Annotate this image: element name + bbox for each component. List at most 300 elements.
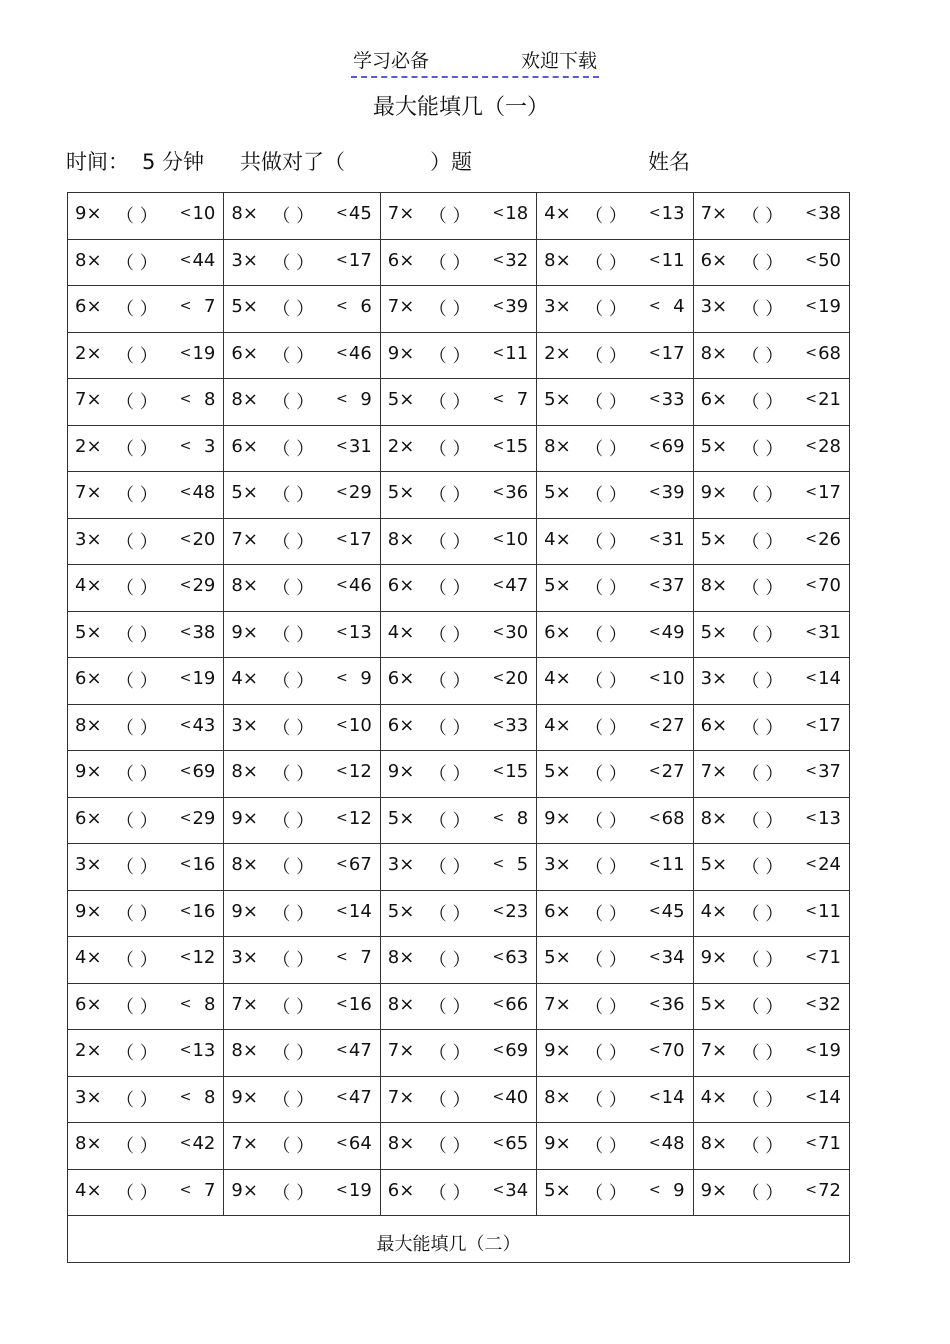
- times-sign: ×: [399, 296, 415, 317]
- times-sign: ×: [86, 1040, 102, 1061]
- upper-bound: 68: [818, 342, 841, 364]
- answer-blank[interactable]: （ ）: [428, 671, 471, 692]
- less-than-sign: <: [492, 205, 505, 221]
- upper-bound: 7: [360, 947, 372, 968]
- multiplicand: 5: [387, 900, 400, 922]
- multiplicand: 7: [700, 203, 713, 224]
- less-than-sign: <: [648, 809, 661, 826]
- factor-group: [544, 715, 571, 736]
- answer-blank[interactable]: （ ）: [741, 996, 784, 1018]
- times-sign: ×: [399, 342, 415, 364]
- upper-bound: 7: [203, 1179, 216, 1201]
- answer-blank[interactable]: （ ）: [428, 531, 471, 553]
- answer-blank[interactable]: （ ）: [428, 624, 471, 646]
- upper-bound: 65: [505, 1133, 529, 1154]
- times-sign: ×: [712, 1086, 728, 1108]
- less-than-sign: <: [336, 298, 348, 314]
- multiplicand: 4: [231, 668, 243, 689]
- factor-group: [231, 436, 258, 457]
- less-than-sign: <: [648, 344, 661, 361]
- factor-group: [231, 715, 258, 736]
- answer-blank[interactable]: （ ）: [585, 531, 627, 553]
- answer-blank[interactable]: （ ）: [585, 903, 627, 925]
- factor-group: [544, 389, 571, 410]
- answer-blank[interactable]: （ ）: [585, 1043, 627, 1064]
- answer-blank[interactable]: （ ）: [585, 345, 627, 367]
- factor-group: [388, 854, 415, 875]
- upper-bound: 17: [348, 528, 372, 550]
- factor-group: [701, 761, 728, 782]
- answer-blank[interactable]: （ ）: [272, 950, 315, 971]
- upper-bound: 47: [348, 1040, 372, 1061]
- times-sign: ×: [399, 1040, 415, 1061]
- answer-blank[interactable]: （ ）: [116, 438, 158, 460]
- answer-blank[interactable]: （ ）: [428, 345, 471, 367]
- answer-blank[interactable]: （ ）: [585, 950, 627, 971]
- upper-bound: 26: [818, 528, 841, 550]
- less-than-sign: <: [492, 1088, 505, 1105]
- problem-cell: [68, 797, 224, 844]
- upper-bound: 19: [192, 342, 216, 364]
- answer-blank[interactable]: （ ）: [741, 345, 784, 367]
- answer-blank[interactable]: （ ）: [116, 1089, 158, 1111]
- times-sign: ×: [712, 389, 728, 410]
- multiplicand: 6: [387, 249, 400, 271]
- times-sign: ×: [712, 482, 728, 503]
- factor-group: [544, 994, 571, 1015]
- multiplicand: 4: [387, 621, 400, 643]
- answer-blank[interactable]: （ ）: [428, 1136, 471, 1157]
- answer-blank[interactable]: （ ）: [272, 438, 315, 460]
- multiplicand: 5: [700, 854, 713, 875]
- name-label: 姓名: [648, 150, 690, 174]
- answer-blank[interactable]: （ ）: [585, 996, 627, 1018]
- answer-blank[interactable]: （ ）: [741, 392, 784, 413]
- answer-blank[interactable]: （ ）: [585, 624, 627, 646]
- factor-group: [544, 1133, 571, 1154]
- problem-cell: [224, 797, 380, 844]
- times-sign: ×: [555, 389, 571, 410]
- problem-cell: [537, 890, 693, 937]
- upper-bound: 30: [505, 621, 529, 643]
- less-than-sign: <: [179, 1181, 192, 1198]
- times-sign: ×: [712, 203, 728, 224]
- problem-cell: [537, 425, 693, 472]
- multiplicand: 7: [700, 761, 713, 782]
- less-than-sign: <: [805, 763, 817, 779]
- factor-group: [701, 575, 728, 596]
- factor-group: [388, 529, 415, 550]
- less-than-sign: <: [179, 902, 192, 919]
- factor-group: [544, 622, 571, 643]
- answer-blank[interactable]: （ ）: [272, 1043, 315, 1064]
- less-than-sign: <: [336, 251, 348, 268]
- multiplicand: 9: [700, 1179, 713, 1201]
- answer-blank[interactable]: （ ）: [741, 206, 784, 227]
- upper-bound: 15: [505, 435, 529, 457]
- answer-blank[interactable]: （ ）: [272, 764, 315, 785]
- multiplicand: 3: [231, 947, 243, 968]
- multiplicand: 8: [544, 249, 556, 271]
- answer-blank[interactable]: （ ）: [272, 299, 315, 320]
- answer-blank[interactable]: （ ）: [428, 903, 471, 925]
- answer-blank[interactable]: （ ）: [116, 1043, 158, 1064]
- answer-blank[interactable]: （ ）: [741, 810, 784, 832]
- upper-bound: 5: [516, 854, 529, 875]
- times-sign: ×: [86, 947, 102, 968]
- times-sign: ×: [242, 435, 258, 457]
- problem-row: [68, 704, 850, 751]
- less-than-sign: <: [805, 1181, 817, 1198]
- less-than-sign: <: [805, 344, 817, 361]
- answer-blank[interactable]: （ ）: [428, 857, 471, 878]
- answer-blank[interactable]: （ ）: [741, 624, 784, 646]
- times-sign: ×: [712, 575, 728, 596]
- upper-bound: 33: [661, 389, 685, 410]
- upper-bound: 33: [505, 714, 529, 736]
- answer-blank[interactable]: （ ）: [585, 717, 627, 739]
- answer-blank[interactable]: （ ）: [741, 578, 784, 599]
- factor-group: [75, 575, 102, 596]
- problem-cell: [693, 239, 849, 286]
- upper-bound: 8: [203, 993, 216, 1015]
- multiplicand: 8: [700, 342, 713, 364]
- times-sign: ×: [399, 482, 415, 503]
- factor-group: [388, 575, 415, 596]
- less-than-sign: <: [336, 763, 348, 779]
- answer-blank[interactable]: （ ）: [741, 1089, 784, 1111]
- factor-group: [231, 1087, 258, 1108]
- answer-blank[interactable]: （ ）: [585, 1136, 627, 1157]
- upper-bound: 47: [505, 575, 529, 596]
- answer-blank[interactable]: （ ）: [741, 1182, 784, 1204]
- answer-blank[interactable]: （ ）: [428, 299, 471, 320]
- problem-cell: [224, 472, 380, 519]
- less-than-sign: <: [179, 670, 192, 686]
- answer-blank[interactable]: （ ）: [272, 578, 315, 599]
- answer-blank[interactable]: （ ）: [116, 857, 158, 878]
- problem-cell: [693, 565, 849, 612]
- answer-blank[interactable]: （ ）: [272, 252, 315, 274]
- less-than-sign: <: [492, 484, 505, 500]
- answer-blank[interactable]: （ ）: [116, 903, 158, 925]
- multiplicand: 8: [544, 435, 556, 457]
- answer-blank[interactable]: （ ）: [585, 206, 627, 227]
- answer-blank[interactable]: （ ）: [428, 578, 471, 599]
- problem-cell: [224, 286, 380, 333]
- answer-blank[interactable]: （ ）: [428, 996, 471, 1018]
- factor-group: [544, 1040, 571, 1061]
- multiplicand: 8: [231, 203, 243, 224]
- problem-cell: [224, 751, 380, 798]
- problem-cell: [380, 751, 536, 798]
- times-sign: ×: [712, 807, 728, 829]
- less-than-sign: <: [648, 623, 661, 640]
- answer-blank[interactable]: （ ）: [272, 671, 315, 692]
- upper-bound: 66: [505, 993, 529, 1015]
- less-than-sign: <: [648, 716, 661, 733]
- answer-blank[interactable]: （ ）: [272, 903, 315, 925]
- answer-blank[interactable]: （ ）: [272, 531, 315, 553]
- factor-group: [231, 761, 258, 782]
- answer-blank[interactable]: （ ）: [116, 299, 158, 320]
- times-sign: ×: [555, 807, 571, 829]
- times-sign: ×: [555, 203, 571, 224]
- factor-group: [544, 482, 571, 503]
- answer-blank[interactable]: （ ）: [741, 764, 784, 785]
- answer-blank[interactable]: （ ）: [116, 764, 158, 785]
- answer-blank[interactable]: （ ）: [272, 857, 315, 878]
- answer-blank[interactable]: （ ）: [272, 624, 315, 646]
- answer-blank[interactable]: （ ）: [585, 1089, 627, 1111]
- answer-blank[interactable]: （ ）: [428, 950, 471, 971]
- upper-bound: 11: [661, 249, 685, 271]
- answer-blank[interactable]: （ ）: [741, 717, 784, 739]
- answer-blank[interactable]: （ ）: [428, 1089, 471, 1111]
- less-than-sign: <: [336, 437, 348, 454]
- answer-blank[interactable]: （ ）: [272, 1136, 315, 1157]
- factor-group: [75, 250, 102, 271]
- upper-bound: 72: [818, 1179, 841, 1201]
- answer-blank[interactable]: （ ）: [428, 252, 471, 274]
- problem-cell: [68, 332, 224, 379]
- problem-cell: [380, 844, 536, 891]
- multiplicand: 7: [700, 1040, 713, 1061]
- problem-cell: [380, 890, 536, 937]
- less-than-sign: <: [336, 716, 348, 733]
- less-than-sign: <: [805, 670, 817, 686]
- answer-blank[interactable]: （ ）: [741, 438, 784, 460]
- factor-group: [388, 1133, 415, 1154]
- problem-cell: [224, 611, 380, 658]
- problem-row: [68, 518, 850, 565]
- answer-blank[interactable]: （ ）: [585, 252, 627, 274]
- answer-blank[interactable]: （ ）: [741, 485, 784, 506]
- times-sign: ×: [242, 993, 258, 1015]
- answer-blank[interactable]: （ ）: [428, 1182, 471, 1204]
- answer-blank[interactable]: （ ）: [116, 950, 158, 971]
- answer-blank[interactable]: （ ）: [741, 903, 784, 925]
- answer-blank[interactable]: （ ）: [585, 299, 627, 320]
- upper-bound: 20: [505, 668, 529, 689]
- upper-bound: 14: [661, 1086, 685, 1108]
- answer-blank[interactable]: （ ）: [116, 1182, 158, 1204]
- upper-bound: 12: [348, 807, 372, 829]
- factor-group: [231, 529, 258, 550]
- problem-cell: [693, 844, 849, 891]
- multiplicand: 5: [387, 482, 400, 503]
- factor-group: [231, 203, 258, 224]
- less-than-sign: <: [648, 1042, 661, 1058]
- less-than-sign: <: [648, 1181, 661, 1198]
- less-than-sign: <: [805, 995, 817, 1012]
- answer-blank[interactable]: （ ）: [741, 531, 784, 553]
- less-than-sign: <: [179, 809, 192, 826]
- factor-group: [231, 1040, 258, 1061]
- upper-bound: 17: [818, 482, 841, 503]
- less-than-sign: <: [805, 205, 817, 221]
- multiplicand: 6: [75, 993, 87, 1015]
- upper-bound: 43: [192, 714, 216, 736]
- problem-cell: [537, 704, 693, 751]
- answer-blank[interactable]: （ ）: [428, 717, 471, 739]
- upper-bound: 24: [818, 854, 841, 875]
- problem-cell: [68, 518, 224, 565]
- upper-bound: 13: [348, 621, 372, 643]
- answer-blank[interactable]: （ ）: [428, 392, 471, 413]
- factor-group: [231, 854, 258, 875]
- answer-blank[interactable]: （ ）: [116, 717, 158, 739]
- factor-group: [388, 947, 415, 968]
- answer-blank[interactable]: （ ）: [116, 1136, 158, 1157]
- answer-blank[interactable]: （ ）: [741, 1043, 784, 1064]
- upper-bound: 19: [818, 1040, 841, 1061]
- answer-blank[interactable]: （ ）: [428, 1043, 471, 1064]
- answer-blank[interactable]: （ ）: [272, 345, 315, 367]
- less-than-sign: <: [336, 391, 348, 407]
- upper-bound: 27: [661, 761, 685, 782]
- multiplicand: 6: [231, 435, 243, 457]
- less-than-sign: <: [805, 1042, 817, 1058]
- times-sign: ×: [712, 1133, 728, 1154]
- answer-blank[interactable]: （ ）: [585, 810, 627, 832]
- answer-blank[interactable]: （ ）: [428, 764, 471, 785]
- less-than-sign: <: [336, 530, 348, 547]
- factor-group: [544, 436, 571, 457]
- problem-cell: [380, 379, 536, 426]
- problem-cell: [224, 518, 380, 565]
- answer-blank[interactable]: （ ）: [585, 671, 627, 692]
- times-sign: ×: [86, 714, 102, 736]
- problem-cell: [537, 239, 693, 286]
- answer-blank[interactable]: （ ）: [116, 810, 158, 832]
- times-sign: ×: [242, 528, 258, 550]
- answer-blank[interactable]: （ ）: [116, 392, 158, 413]
- times-sign: ×: [242, 575, 258, 596]
- multiplicand: 6: [700, 389, 713, 410]
- answer-blank[interactable]: （ ）: [428, 438, 471, 460]
- problem-cell: [224, 193, 380, 240]
- answer-blank[interactable]: （ ）: [741, 252, 784, 274]
- upper-bound: 29: [192, 575, 216, 596]
- problem-row: [68, 797, 850, 844]
- times-sign: ×: [712, 1040, 728, 1061]
- answer-blank[interactable]: （ ）: [116, 531, 158, 553]
- answer-blank[interactable]: （ ）: [272, 717, 315, 739]
- answer-blank[interactable]: （ ）: [585, 578, 627, 599]
- answer-blank[interactable]: （ ）: [116, 578, 158, 599]
- upper-bound: 9: [360, 668, 372, 689]
- answer-blank[interactable]: （ ）: [116, 671, 158, 692]
- times-sign: ×: [555, 1133, 571, 1154]
- times-sign: ×: [712, 528, 728, 550]
- answer-blank[interactable]: （ ）: [116, 485, 158, 506]
- upper-bound: 67: [348, 854, 372, 875]
- answer-blank[interactable]: （ ）: [272, 206, 315, 227]
- answer-blank[interactable]: （ ）: [428, 206, 471, 227]
- answer-blank[interactable]: （ ）: [272, 1182, 315, 1204]
- times-sign: ×: [399, 249, 415, 271]
- problem-cell: [224, 379, 380, 426]
- less-than-sign: <: [179, 856, 192, 872]
- answer-blank[interactable]: （ ）: [272, 392, 315, 413]
- factor-group: [701, 715, 728, 736]
- answer-blank[interactable]: （ ）: [741, 950, 784, 971]
- times-sign: ×: [399, 1179, 415, 1201]
- upper-bound: 18: [505, 203, 529, 224]
- upper-bound: 69: [661, 435, 685, 457]
- multiplicand: 7: [387, 296, 400, 317]
- factor-group: [544, 1087, 571, 1108]
- less-than-sign: <: [492, 670, 505, 686]
- factor-group: [388, 482, 415, 503]
- answer-blank[interactable]: （ ）: [428, 810, 471, 832]
- answer-blank[interactable]: （ ）: [272, 810, 315, 832]
- answer-blank[interactable]: （ ）: [585, 1182, 627, 1204]
- times-sign: ×: [555, 1179, 571, 1201]
- times-sign: ×: [712, 668, 728, 689]
- problem-cell: [693, 379, 849, 426]
- answer-blank[interactable]: （ ）: [272, 996, 315, 1018]
- answer-blank[interactable]: （ ）: [428, 485, 471, 506]
- less-than-sign: <: [648, 763, 661, 779]
- answer-blank[interactable]: （ ）: [741, 857, 784, 878]
- multiplicand: 8: [387, 1133, 400, 1154]
- problem-cell: [380, 193, 536, 240]
- answer-blank[interactable]: （ ）: [741, 1136, 784, 1157]
- multiplicand: 9: [700, 482, 713, 503]
- answer-blank[interactable]: （ ）: [585, 438, 627, 460]
- answer-blank[interactable]: （ ）: [585, 764, 627, 785]
- upper-bound: 36: [505, 482, 529, 503]
- answer-blank[interactable]: （ ）: [585, 857, 627, 878]
- less-than-sign: <: [179, 344, 192, 361]
- factor-group: [388, 761, 415, 782]
- answer-blank[interactable]: （ ）: [272, 485, 315, 506]
- answer-blank[interactable]: （ ）: [741, 671, 784, 692]
- answer-blank[interactable]: （ ）: [116, 624, 158, 646]
- less-than-sign: <: [336, 1088, 348, 1105]
- answer-blank[interactable]: （ ）: [116, 252, 158, 274]
- factor-group: [231, 901, 258, 922]
- factor-group: [544, 203, 571, 224]
- problem-cell: [68, 751, 224, 798]
- problem-cell: [693, 797, 849, 844]
- answer-blank[interactable]: （ ）: [116, 996, 158, 1018]
- multiplicand: 8: [75, 249, 87, 271]
- less-than-sign: <: [805, 391, 817, 407]
- less-than-sign: <: [179, 391, 192, 407]
- upper-bound: 71: [818, 947, 841, 968]
- problem-cell: [693, 472, 849, 519]
- less-than-sign: <: [492, 530, 505, 547]
- less-than-sign: <: [179, 437, 192, 454]
- answer-blank[interactable]: （ ）: [585, 392, 627, 413]
- factor-group: [701, 389, 728, 410]
- multiplicand: 7: [387, 1086, 400, 1108]
- factor-group: [75, 529, 102, 550]
- answer-blank[interactable]: （ ）: [741, 299, 784, 320]
- answer-blank[interactable]: （ ）: [272, 1089, 315, 1111]
- answer-blank[interactable]: （ ）: [585, 485, 627, 506]
- answer-blank[interactable]: （ ）: [116, 206, 158, 227]
- problem-row: [68, 425, 850, 472]
- upper-bound: 21: [818, 389, 841, 410]
- upper-bound: 8: [203, 1086, 216, 1108]
- problem-row: [68, 239, 850, 286]
- answer-blank[interactable]: （ ）: [116, 345, 158, 367]
- less-than-sign: <: [492, 809, 505, 826]
